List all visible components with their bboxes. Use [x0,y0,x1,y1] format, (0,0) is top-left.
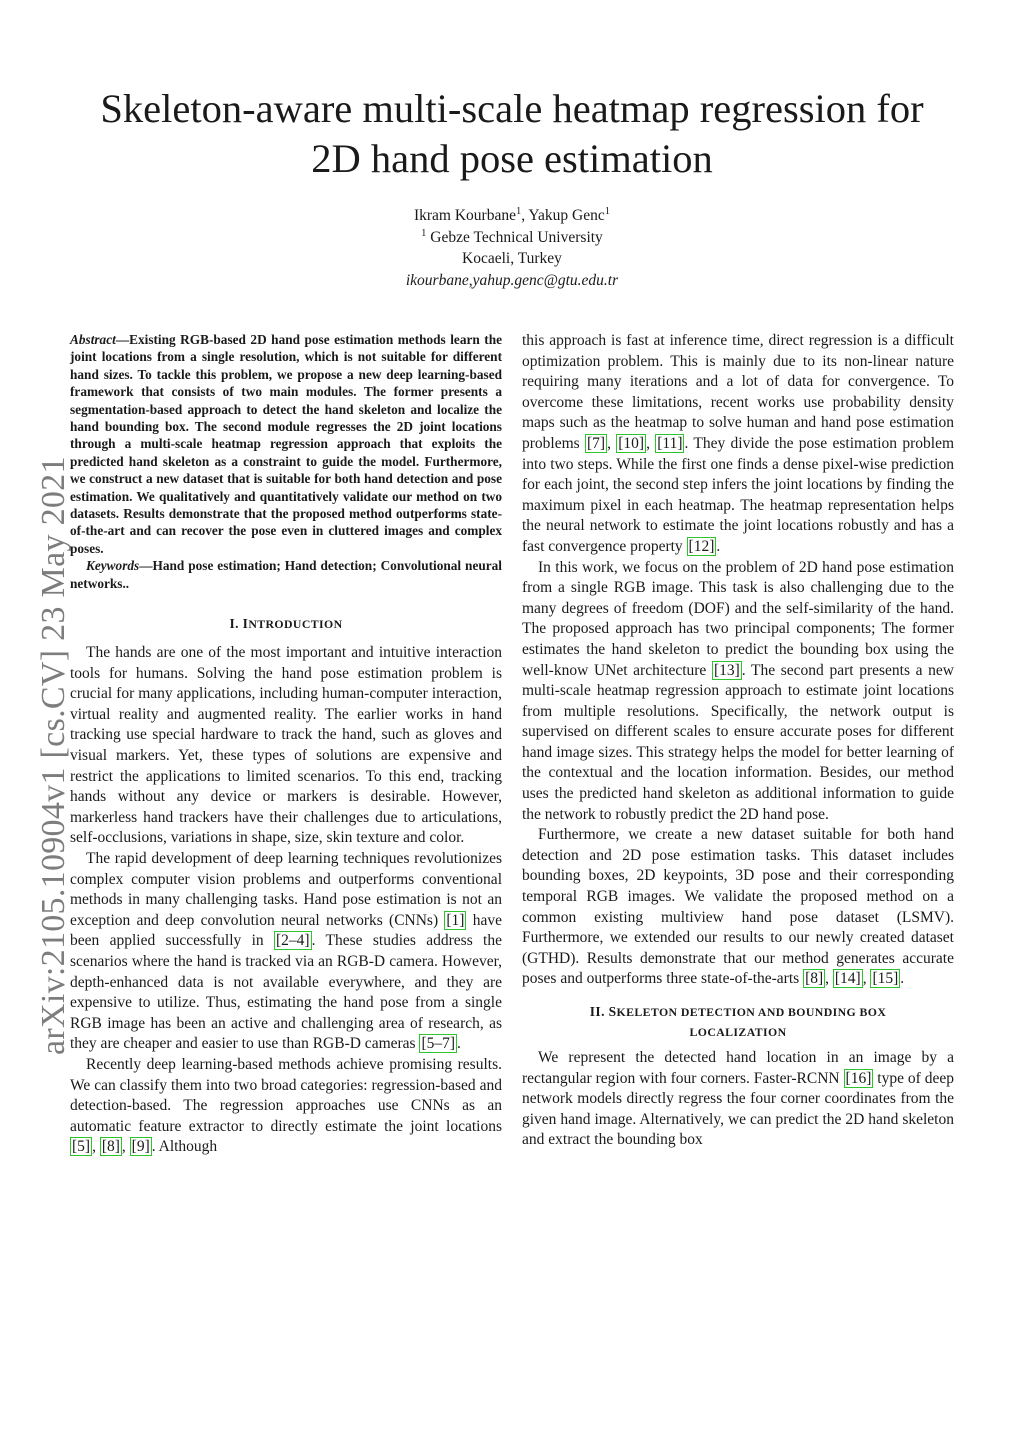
section-heading-skeleton-detection [522,1002,954,1042]
affiliation-sup: 1 [421,227,427,239]
section-heading-introduction [70,614,502,634]
abstract [70,331,502,557]
section-title-rest: NTRODUCTION [248,617,343,632]
keywords-label: Keywords [86,558,140,574]
email: ikourbane,yahup.genc@gtu.edu.tr [405,271,619,289]
text-run: . [457,1035,461,1053]
title-line-2: 2D hand pose estimation [311,136,713,181]
author-names: Ikram Kourbane$^1$, Yakup Genc$^1$ [413,205,611,224]
author-block [212,205,812,291]
text-run: In this work, we focus on the problem of 2D hand pose estimation from a single RGB image. This task is also challenging due to the many degrees of freedom (DOF) and the self-similarity of the hand. The proposed approach has two principal components; The former estimates the hand skeleton to predict the bounding box using the well-know UNet architecture [522,558,954,679]
text-run: We represent the detected hand location in an image by a rectangular region with four corners. Faster-RCNN [522,1049,954,1087]
author-1: Ikram Kourbane [413,207,516,224]
intro-paragraph-5 [522,825,954,990]
affiliation-name: Gebze Technical University [430,228,603,246]
arxiv-identifier: arXiv:2105.10904v1 [cs.CV] 23 May 2021 [35,456,72,1055]
text-run: . These studies address the scenarios where the hand is tracked via an RGB-D camera. However, depth-enhanced data is not available everywhere, and they are expensive to utilize. Thus, estimating the hand pose from a single RGB image has been an active and challenging area of research, as they are cheaper and easier to use than RGB-D cameras [70,932,502,1053]
citation-link[interactable]: [9] [131,1138,150,1156]
intro-paragraph-2 [70,849,502,1055]
text-run: . [900,970,905,988]
intro-paragraph-4 [522,558,954,826]
citation-link[interactable]: [15] [872,970,899,988]
text-run: have been applied successfully in [70,911,502,950]
citation-link[interactable]: [1] [446,911,465,929]
citation-link[interactable]: [8] [101,1138,120,1156]
intro-paragraph-3-continued [522,331,954,558]
text-run: . They divide the pose estimation problem into two steps. While the first one finds a dense pixel-wise prediction for each joint, the second step infers the joint locations by finding the maximum pixel in each heatmap. The heatmap representation helps the neural network to estimate the joint locations robustly and has a fast convergence property [522,434,955,555]
text-run: , [646,434,656,452]
citation-link[interactable]: [14] [834,970,861,988]
text-run: , [825,970,833,988]
section-number: I. [229,616,243,632]
affiliation [212,227,812,249]
citation-link[interactable]: [16] [845,1069,872,1087]
right-column [522,331,954,1151]
text-run: this approach is fast at inference time, direct regression is a difficult optimization problem. This is mainly due to its non-linear nature requiring many iterations and a lot of data for convergence. To overcome these limitations, recent works use probability density maps such as the heatmap to solve human and hand pose estimation problems [522,332,954,452]
text-run: The rapid development of deep learning techniques revolutionizes complex computer vision problems and outperforms conventional methods in many challenging tasks. Hand pose estimation is not an exception and deep convolution neural networks (CNNs) [70,850,502,929]
location: Kocaeli, Turkey [462,250,562,267]
author-2: Yakup Genc [528,207,605,224]
text-run: . [716,537,721,555]
section-cap: S [608,1004,617,1019]
intro-paragraph-3 [70,1055,502,1158]
section-title-line-2: LOCALIZATION [689,1025,787,1039]
text-run: Recently deep learning-based methods achieve promising results. We can classify them into two broad categories: regression-based and detection-based. The regression approaches use CNNs as an automatic feature extractor to directly estimate the joint locations [70,1055,502,1135]
author-1-sup: 1 [515,205,522,217]
author-2-sup: 1 [604,205,611,217]
citation-link[interactable]: [5–7] [421,1035,456,1053]
citation-link[interactable]: [7] [586,434,606,452]
keywords [70,557,502,592]
section-title-rest: KELETON DETECTION AND BOUNDING BOX [616,1005,887,1019]
text-run: , [92,1138,100,1156]
intro-paragraph-1: The hands are one of the most important and intuitive interaction tools for humans. Solving the hand pose estimation problem is crucial for many applications, including human-computer interaction, virtual reality and augmented reality. The earlier works in hand tracking use special hardware to track the hand, such as gloves and visual markers. Yet, these types of solutions are expensive and restrict the applications to limited scenarios. To this end, tracking hands without any device or markers is desirable. However, markerless hand trackers have their challenges due to articulations, self-occlusions, variations in shape, size, skin texture and color. [70,644,502,847]
citation-link[interactable]: [12] [688,537,715,555]
citation-link[interactable]: [5] [72,1138,91,1156]
text-run: . Although [151,1138,218,1156]
citation-link[interactable]: [8] [805,970,824,988]
paper-title [60,84,964,184]
section2-paragraph-1 [522,1048,954,1151]
citation-link[interactable]: [10] [618,434,645,452]
section-number: II. [589,1004,609,1019]
text-run: . The second part presents a new multi-scale heatmap regression approach to estimate joint locations from multiple resolutions. Specifically, the network output is supervised on different scales to ensure accurate poses for different hand image sizes. This strategy helps the model for better learning of the contextual and the location information. Besides, our method uses the predicted hand skeleton as additional information to guide the network to robustly predict the 2D hand pose. [522,661,954,823]
text-run: , [121,1138,130,1156]
text-run: type of deep network models directly regress the four corner coordinates from the given hand image. Alternatively, we can predict the 2D hand skeleton and extract the bounding box [522,1069,954,1149]
citation-link[interactable]: [11] [657,434,683,452]
abstract-label: Abstract [70,332,116,347]
citation-link[interactable]: [13] [713,661,740,679]
text-run: , [607,434,617,452]
text-run: Furthermore, we create a new dataset suitable for both hand detection and 2D pose estimation tasks. This dataset includes bounding boxes, 2D keypoints, 3D pose and their corresponding temporal RGB images. We validate the proposed method on a common existing multiview hand pose dataset (LSMV). Furthermore, we extended our results to our newly created dataset (GTHD). Results demonstrate that our method generates accurate poses and outperforms three state-of-the-arts [522,826,954,988]
abstract-text: —Existing RGB-based 2D hand pose estimation methods learn the joint locations from a single resolution, which is not suitable for different hand sizes. To tackle this problem, we propose a new deep learning-based framework that consists of two main modules. The former presents a segmentation-based approach to detect the hand skeleton and localize the hand bounding box. The second module regresses the 2D joint locations through a multi-scale heatmap regression approach that exploits the predicted hand skeleton as a constraint to guide the model. Furthermore, we construct a new dataset that is suitable for both hand detection and pose estimation. We qualitatively and quantitatively validate our method on two datasets. Results demonstrate that the proposed method outperforms state-of-the-art and can recover the pose even in cluttered images and complex poses. [70,332,502,556]
keywords-text: —Hand pose estimation; Hand detection; Convolutional neural networks.. [70,558,502,591]
title-line-1: Skeleton-aware multi-scale heatmap regression for [100,86,924,131]
citation-link[interactable]: [2–4] [276,932,310,950]
left-column [70,331,502,1158]
text-run: , [862,970,871,988]
section-cap: I [242,616,249,632]
